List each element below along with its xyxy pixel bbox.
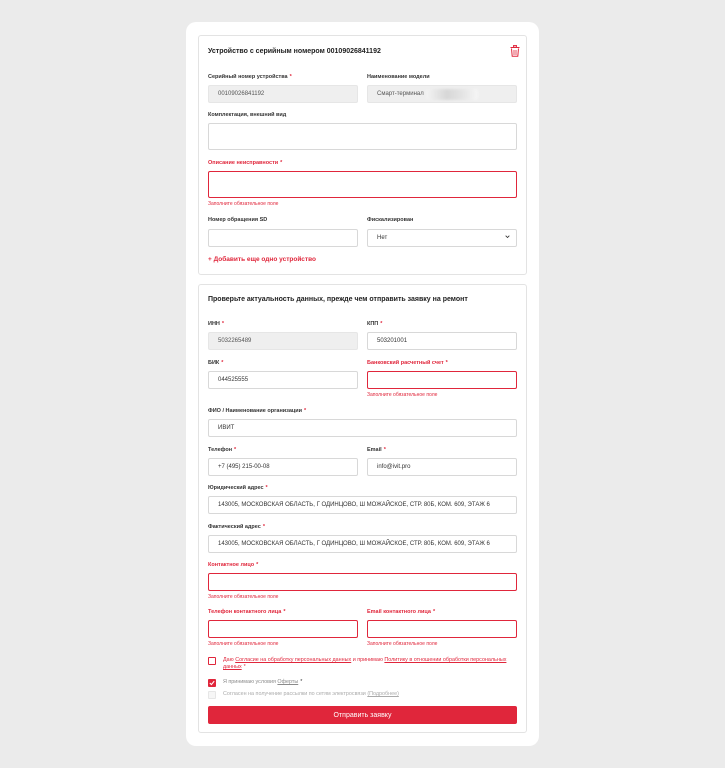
serial-input[interactable]: 00109026841192 <box>208 85 358 103</box>
contact-email-error: Заполните обязательное поле <box>367 641 438 647</box>
org-input[interactable]: ИВИТ <box>208 419 517 437</box>
consent-link[interactable]: Согласие на обработку персональных данных <box>235 657 352 663</box>
bik-input[interactable]: 044525555 <box>208 371 358 389</box>
kpp-input[interactable]: 503201001 <box>367 332 517 350</box>
offer-link[interactable]: Оферты <box>277 679 299 685</box>
mailing-checkbox[interactable] <box>208 691 216 699</box>
inn-input[interactable]: 5032265489 <box>208 332 358 350</box>
serial-label: Серийный номер устройства * <box>208 74 292 80</box>
device-section <box>198 35 527 275</box>
personal-data-checkbox[interactable] <box>208 657 216 665</box>
phone-input[interactable]: +7 (495) 215-00-08 <box>208 458 358 476</box>
submit-button[interactable]: Отправить заявку <box>208 706 517 724</box>
kit-input[interactable] <box>208 123 517 150</box>
account-error: Заполните обязательное поле <box>367 392 438 398</box>
offer-checkbox[interactable] <box>208 679 216 687</box>
actual-address-input[interactable]: 143005, МОСКОВСКАЯ ОБЛАСТЬ, Г ОДИНЦОВО, Ш МОЖАЙСКОЕ, СТР. 80Б, КОМ. 609, ЭТАЖ 6 <box>208 535 517 553</box>
contact-email-input[interactable] <box>367 620 517 638</box>
mailing-details-link[interactable]: (Подробнее) <box>367 691 399 697</box>
offer-consent-text: Я принимаю условия Оферты * <box>223 679 303 685</box>
kpp-label: КПП * <box>367 321 383 327</box>
company-section-title: Проверьте актуальность данных, прежде чем отправить заявку на ремонт <box>208 296 468 303</box>
policy-link[interactable]: Политику в отношении обработки персональных данных <box>223 657 507 670</box>
account-label: Банковский расчетный счет * <box>367 360 448 366</box>
checkmark-icon <box>209 680 215 686</box>
contact-error: Заполните обязательное поле <box>208 594 279 600</box>
contact-label: Контактное лицо * <box>208 562 259 568</box>
account-input[interactable] <box>367 371 517 389</box>
personal-data-consent-text: Даю Согласие на обработку персональных данных и принимаю Политику в отношении обработки персональных данных * <box>223 657 507 670</box>
mailing-consent-text: Согласен на получение рассылки по сетям электросвязи (Подробнее) <box>223 691 399 697</box>
fiscal-label: Фискализирован <box>367 217 414 223</box>
device-section-title: Устройство с серийным номером 00109026841192 <box>208 48 381 55</box>
fault-input[interactable] <box>208 171 517 198</box>
chevron-down-icon <box>505 234 510 239</box>
model-input[interactable]: Смарт-терминал <box>367 85 517 103</box>
inn-label: ИНН * <box>208 321 225 327</box>
fault-error: Заполните обязательное поле <box>208 201 279 207</box>
phone-label: Телефон * <box>208 447 237 453</box>
contact-email-label: Email контактного лица * <box>367 609 436 615</box>
kit-label: Комплектация, внешний вид <box>208 112 287 118</box>
redacted-model-text <box>426 89 478 100</box>
fault-label: Описание неисправности * <box>208 160 283 166</box>
legal-address-label: Юридический адрес * <box>208 485 268 491</box>
bik-label: БИК * <box>208 360 224 366</box>
contact-phone-input[interactable] <box>208 620 358 638</box>
email-label: Email * <box>367 447 386 453</box>
contact-phone-error: Заполните обязательное поле <box>208 641 279 647</box>
sd-input[interactable] <box>208 229 358 247</box>
fiscal-select[interactable]: Нет <box>367 229 517 247</box>
sd-label: Номер обращения SD <box>208 217 268 223</box>
contact-input[interactable] <box>208 573 517 591</box>
repair-request-card <box>186 22 539 746</box>
email-input[interactable]: info@ivit.pro <box>367 458 517 476</box>
model-label: Наименование модели <box>367 74 430 80</box>
org-label: ФИО / Наименование организации * <box>208 408 307 414</box>
legal-address-input[interactable]: 143005, МОСКОВСКАЯ ОБЛАСТЬ, Г ОДИНЦОВО, Ш МОЖАЙСКОЕ, СТР. 80Б, КОМ. 609, ЭТАЖ 6 <box>208 496 517 514</box>
trash-icon[interactable] <box>510 45 520 57</box>
add-device-link[interactable]: + Добавить еще одно устройство <box>208 256 316 263</box>
actual-address-label: Фактический адрес * <box>208 524 265 530</box>
contact-phone-label: Телефон контактного лица * <box>208 609 286 615</box>
company-section <box>198 284 527 733</box>
